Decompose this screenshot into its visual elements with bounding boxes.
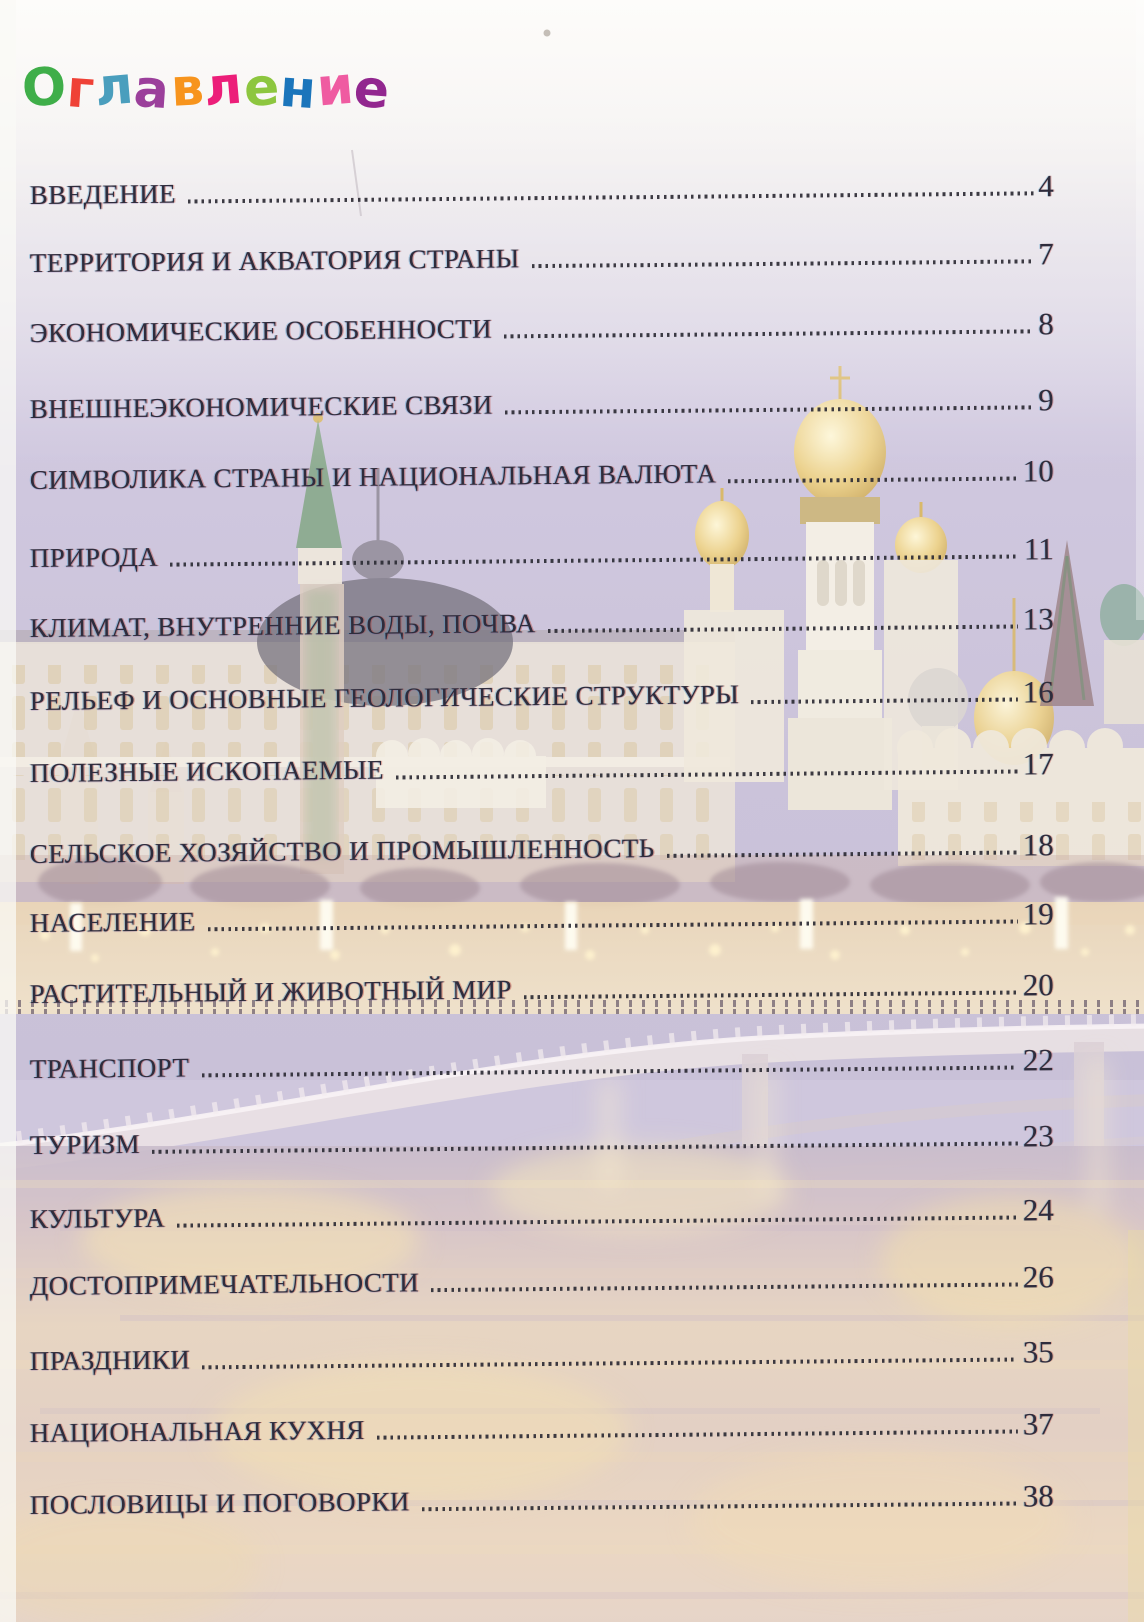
toc-entry xyxy=(30,969,1054,1010)
toc-entry xyxy=(30,238,1054,279)
toc-entry-page-number: 26 xyxy=(1022,1259,1054,1295)
toc-entry xyxy=(30,384,1054,425)
dotted-leader xyxy=(188,191,1033,203)
title-letter: и xyxy=(314,55,357,119)
toc-entry-page-number: 16 xyxy=(1022,674,1054,710)
toc-entry xyxy=(30,1120,1054,1161)
dotted-leader xyxy=(152,1142,1018,1154)
toc-entry-label: ВВЕДЕНИЕ xyxy=(29,178,177,211)
toc-entry xyxy=(30,1194,1054,1235)
toc-entry-page-number: 7 xyxy=(1038,236,1054,272)
toc-entry xyxy=(30,1261,1054,1302)
toc-entry xyxy=(30,748,1054,789)
dotted-leader xyxy=(422,1502,1018,1512)
toc-entry xyxy=(30,308,1054,349)
dotted-leader xyxy=(201,1066,1018,1078)
dotted-leader xyxy=(751,698,1018,705)
toc-entry-label: ТЕРРИТОРИЯ И АКВАТОРИЯ СТРАНЫ xyxy=(29,243,520,279)
toc-entry-page-number: 11 xyxy=(1023,531,1054,567)
title-letter: а xyxy=(132,58,173,122)
toc-entry-label: РАСТИТЕЛЬНЫЙ И ЖИВОТНЫЙ МИР xyxy=(29,974,512,1010)
toc-entry xyxy=(30,603,1054,644)
toc-entry-page-number: 19 xyxy=(1022,896,1054,932)
dotted-leader xyxy=(505,405,1034,414)
title-letter: е xyxy=(242,57,282,119)
dotted-leader xyxy=(524,991,1018,1000)
dotted-leader xyxy=(377,1430,1018,1440)
toc-entry-page-number: 17 xyxy=(1022,746,1054,782)
toc-entry xyxy=(30,1480,1054,1521)
toc-entry-page-number: 38 xyxy=(1022,1478,1054,1514)
toc-entry-label: СИМВОЛИКА СТРАНЫ И НАЦИОНАЛЬНАЯ ВАЛЮТА xyxy=(29,458,717,496)
toc-entry-label: КУЛЬТУРА xyxy=(29,1203,166,1235)
dotted-leader xyxy=(532,259,1034,268)
dotted-leader xyxy=(202,1358,1018,1370)
toc-entry-label: ЭКОНОМИЧЕСКИЕ ОСОБЕННОСТИ xyxy=(29,313,493,349)
dotted-leader xyxy=(177,1216,1018,1228)
title-letter: л xyxy=(92,55,137,119)
toc-entry-label: ПОЛЕЗНЫЕ ИСКОПАЕМЫЕ xyxy=(29,754,385,789)
toc-entry xyxy=(30,829,1054,870)
dotted-leader xyxy=(170,555,1019,567)
toc-entry-label: ВНЕШНЕЭКОНОМИЧЕСКИЕ СВЯЗИ xyxy=(29,389,493,425)
toc-entry xyxy=(30,1044,1054,1085)
dotted-leader xyxy=(396,770,1018,780)
toc-entry-page-number: 9 xyxy=(1038,382,1054,418)
toc-entry-page-number: 18 xyxy=(1022,827,1054,863)
toc-entry-label: ДОСТОПРИМЕЧАТЕЛЬНОСТИ xyxy=(29,1267,420,1302)
toc-entry-label: ТУРИЗМ xyxy=(29,1129,141,1161)
toc-entry-label: РЕЛЬЕФ И ОСНОВНЫЕ ГЕОЛОГИЧЕСКИЕ СТРУКТУРЫ xyxy=(29,679,740,717)
dotted-leader xyxy=(548,625,1018,634)
toc-entry xyxy=(30,1336,1054,1377)
toc-entry-page-number: 22 xyxy=(1022,1042,1054,1078)
toc-entry-label: НАЦИОНАЛЬНАЯ КУХНЯ xyxy=(29,1415,365,1449)
toc-entry-label: КЛИМАТ, ВНУТРЕННИЕ ВОДЫ, ПОЧВА xyxy=(29,608,536,644)
toc-entry-label: ПРАЗДНИКИ xyxy=(29,1344,191,1377)
toc-entry xyxy=(30,898,1054,939)
dotted-leader xyxy=(431,1283,1018,1293)
dotted-leader xyxy=(728,477,1018,484)
toc-entry-page-number: 4 xyxy=(1038,168,1054,204)
toc-entry-page-number: 8 xyxy=(1038,306,1054,342)
dotted-leader xyxy=(208,920,1018,932)
title-letter: в xyxy=(169,57,207,119)
toc-entry-page-number: 13 xyxy=(1022,601,1054,637)
toc-entry-page-number: 24 xyxy=(1022,1192,1054,1228)
toc-entry xyxy=(30,1408,1054,1449)
toc-entry-page-number: 35 xyxy=(1022,1334,1054,1370)
toc-entry xyxy=(30,170,1054,211)
toc-entry-label: ПОСЛОВИЦЫ И ПОГОВОРКИ xyxy=(29,1486,410,1521)
title-letter: л xyxy=(201,55,247,119)
dotted-leader xyxy=(504,329,1033,338)
title-letter: н xyxy=(277,58,319,122)
title-letter: е xyxy=(352,58,393,122)
toc-entry-page-number: 20 xyxy=(1022,967,1054,1003)
title-letter: г xyxy=(65,59,98,121)
toc-entry-page-number: 37 xyxy=(1022,1406,1054,1442)
toc-entry xyxy=(30,533,1054,574)
toc-entry-page-number: 23 xyxy=(1022,1118,1054,1154)
title-letter: О xyxy=(20,56,69,120)
toc-entry-page-number: 10 xyxy=(1022,453,1054,489)
toc-entry-label: НАСЕЛЕНИЕ xyxy=(29,906,196,939)
toc-entry-label: ТРАНСПОРТ xyxy=(29,1052,190,1085)
dotted-leader xyxy=(667,851,1018,858)
toc-entry-label: СЕЛЬСКОЕ ХОЗЯЙСТВО И ПРОМЫШЛЕННОСТЬ xyxy=(29,833,655,870)
toc-entry xyxy=(30,676,1054,717)
toc-entry xyxy=(30,455,1054,496)
toc-entry-label: ПРИРОДА xyxy=(29,542,159,574)
